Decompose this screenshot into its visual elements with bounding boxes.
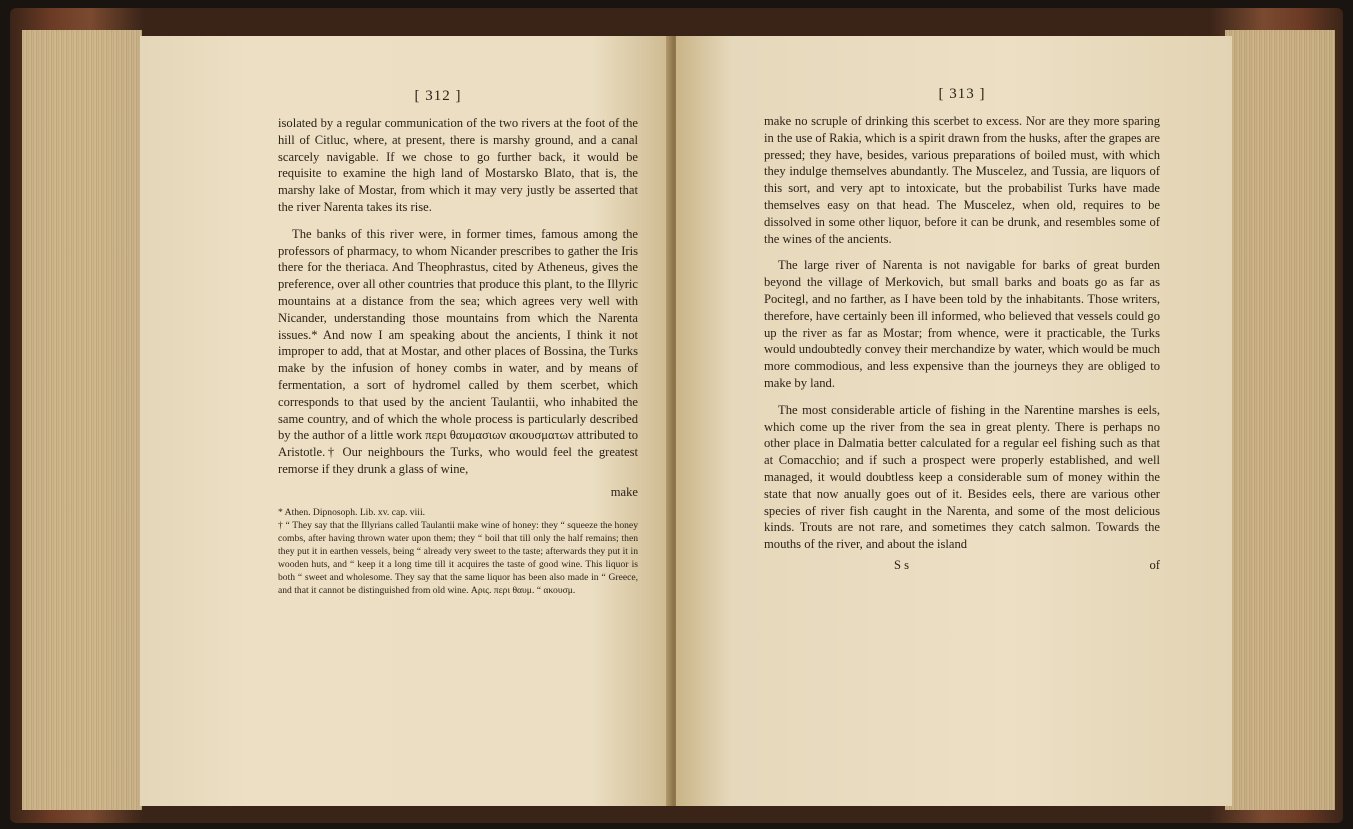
left-page bbox=[140, 36, 672, 806]
right-page-edges bbox=[1225, 30, 1335, 810]
signature-mark: S s bbox=[894, 557, 910, 572]
left-catchword: make bbox=[610, 484, 638, 499]
right-page bbox=[676, 36, 1232, 806]
left-page-edges bbox=[22, 30, 142, 810]
right-page-number: [ 313 ] bbox=[938, 86, 986, 102]
footnote-1: * Athen. Dipnosoph. Lib. xv. cap. viii. bbox=[278, 506, 426, 518]
footnote-2: † “ They say that the Illyrians called Taulantii make wine of honey: they “ squeeze the honey combs, after having thrown water upon them; they “ boil that till only the half remains; then they put it in earthen vessels, being “ already very sweet to the taste; afterwards they put it in wooden huts, and “ keep it a long time till it acquires the taste of good wine. This liquor is both “ sweet and wholesome. They say that the same liquor has been also made in “ Greece, and that it cannot be distinguished from old wine. Αρις. περι θαυμ. “ ακουσμ. bbox=[278, 519, 638, 596]
left-page-number: [ 312 ] bbox=[414, 88, 462, 104]
right-paragraph-2: The large river of Narenta is not navigable for barks of great burden beyond the village of Merkovich, but small barks and boats go as far as Pocitegl, and no farther, as I have been told by the inhabitants. Those writers, therefore, have certainly been ill informed, who believed that vessels could go up the river as far as Mostar; from whence, were it practicable, the Turks would undoubtedly convey their merchandize by water, which would be much more commodious, and less expensive than the journeys they are obliged to make by land. bbox=[764, 258, 1160, 390]
left-paragraph-1: isolated by a regular communication of the two rivers at the foot of the hill of Citluc, where, at present, there is marshy ground, and a canal scarcely navigable. If we chose to go further back, it would be requisite to examine the high land of Mostarsko Blato, that is, the marshy lake of Mostar, from which it may very justly be asserted that the river Narenta takes its rise. bbox=[278, 116, 638, 214]
right-paragraph-3: The most considerable article of fishing in the Narentine marshes is eels, which come up the river from the sea in great plenty. There is perhaps no other place in Dalmatia better calculated for a regular eel fishing such as that at Comacchio; and if such a prospect were properly established, and well managed, it would doubtless keep a considerable sum of money within the state that now anually goes out of it. Besides eels, there are various other species of river fish caught in the Narenta, and some of the most delicious kinds. Trouts are not rare, and sometimes they catch salmon. Towards the mouths of the river, and about the island bbox=[764, 402, 1160, 552]
signature-line bbox=[764, 557, 1160, 573]
right-paragraph-1: make no scruple of drinking this scerbet to excess. Nor are they more sparing in the use of Rakia, which is a spirit drawn from the husks, after the grapes are pressed; they have, besides, various preparations of boiled must, with which they indulge themselves abundantly. The Muscelez, and Tussia, are liquors of this sort, and very apt to intoxicate, but the probabilist Turks have made themselves easy on that head. The Muscelez, when old, requires to be dissolved in some other liquor, before it can be drunk, and resembles some of the wines of the ancients. bbox=[764, 114, 1160, 246]
right-catchword: of bbox=[1149, 557, 1160, 572]
left-paragraph-2: The banks of this river were, in former times, famous among the professors of pharmacy, to whom Nicander prescribes to gather the Iris there for the theriaca. And Theophrastus, cited by Atheneus, gives the preference, over all other countries that produce this plant, to the Illyric mountains at a distance from the sea; which agrees very well with Nicander, understanding those mountains from which the Narenta issues.* And now I am speaking about the ancients, I think it not improper to add, that at Mostar, and other places of Bossina, the Turks make by the infusion of honey combs in water, and by means of fermentation, a sort of hydromel called by them scerbet, which corresponds to that used by the ancient Taulantii, who inhabited the same country, and of which the whole process is particularly described by the author of a little work περι θαυμασιων ακουσματων attributed to Aristotle.† Our neighbours the Turks, who would feel the greatest remorse if they drunk a glass of wine, bbox=[278, 226, 638, 476]
